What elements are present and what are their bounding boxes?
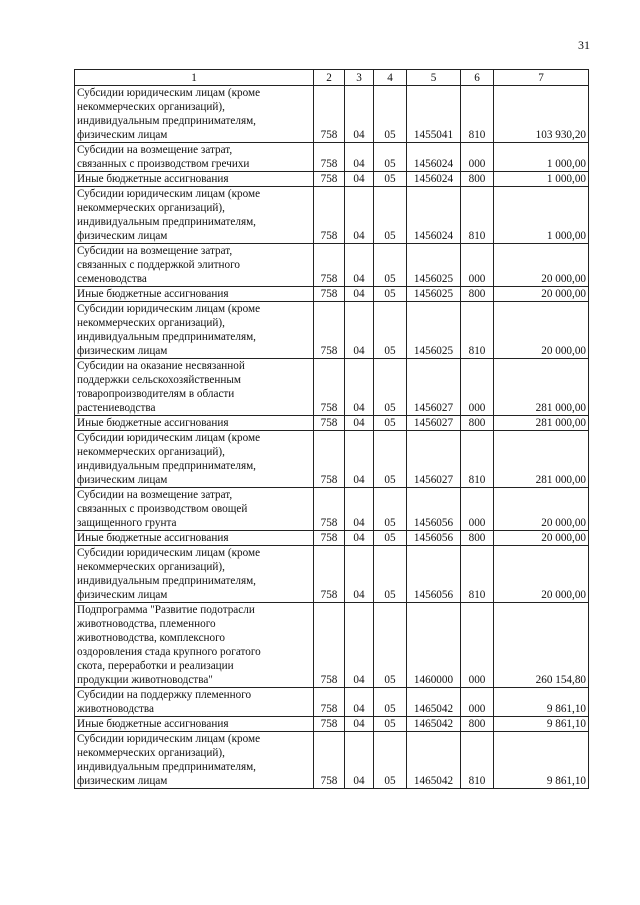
section-code: 04 — [345, 431, 374, 488]
ministry-code: 758 — [314, 488, 345, 531]
expense-type-code: 000 — [461, 603, 494, 688]
target-article-code: 1456027 — [407, 431, 461, 488]
amount: 9 861,10 — [494, 732, 589, 789]
expense-type-code: 800 — [461, 172, 494, 187]
table-row — [75, 717, 589, 732]
subsection-code: 05 — [374, 546, 407, 603]
expense-type-code: 810 — [461, 732, 494, 789]
ministry-code: 758 — [314, 359, 345, 416]
expense-type-code: 000 — [461, 488, 494, 531]
column-header: 1 — [75, 70, 314, 86]
section-code: 04 — [345, 488, 374, 531]
table-row — [75, 86, 589, 143]
column-header: 4 — [374, 70, 407, 86]
section-code: 04 — [345, 187, 374, 244]
subsection-code: 05 — [374, 86, 407, 143]
column-header: 3 — [345, 70, 374, 86]
section-code: 04 — [345, 546, 374, 603]
ministry-code: 758 — [314, 172, 345, 187]
row-description: Субсидии на оказание несвязанной поддержки сельскохозяйственным товаропроизводителям в области растениеводства — [75, 359, 314, 416]
budget-table — [74, 69, 589, 789]
ministry-code: 758 — [314, 732, 345, 789]
section-code: 04 — [345, 732, 374, 789]
section-code: 04 — [345, 143, 374, 172]
row-description: Субсидии юридическим лицам (кроме некоммерческих организаций), индивидуальным предпринимателям, физическим лицам — [75, 86, 314, 143]
subsection-code: 05 — [374, 488, 407, 531]
table-row — [75, 531, 589, 546]
expense-type-code: 810 — [461, 86, 494, 143]
subsection-code: 05 — [374, 172, 407, 187]
row-description: Субсидии юридическим лицам (кроме некоммерческих организаций), индивидуальным предпринимателям, физическим лицам — [75, 302, 314, 359]
expense-type-code: 000 — [461, 143, 494, 172]
expense-type-code: 810 — [461, 546, 494, 603]
row-description: Иные бюджетные ассигнования — [75, 717, 314, 732]
ministry-code: 758 — [314, 302, 345, 359]
target-article-code: 1456025 — [407, 287, 461, 302]
ministry-code: 758 — [314, 244, 345, 287]
target-article-code: 1465042 — [407, 688, 461, 717]
section-code: 04 — [345, 603, 374, 688]
ministry-code: 758 — [314, 431, 345, 488]
amount: 281 000,00 — [494, 359, 589, 416]
section-code: 04 — [345, 717, 374, 732]
table-row — [75, 143, 589, 172]
amount: 20 000,00 — [494, 488, 589, 531]
amount: 20 000,00 — [494, 546, 589, 603]
section-code: 04 — [345, 688, 374, 717]
column-header: 2 — [314, 70, 345, 86]
subsection-code: 05 — [374, 302, 407, 359]
subsection-code: 05 — [374, 688, 407, 717]
table-row — [75, 431, 589, 488]
column-header: 6 — [461, 70, 494, 86]
subsection-code: 05 — [374, 732, 407, 789]
ministry-code: 758 — [314, 531, 345, 546]
section-code: 04 — [345, 287, 374, 302]
subsection-code: 05 — [374, 416, 407, 431]
amount: 9 861,10 — [494, 717, 589, 732]
table-row — [75, 546, 589, 603]
row-description: Подпрограмма "Развитие подотрасли животноводства, племенного животноводства, комплексного оздоровления стада крупного рогатого скота, переработки и реализации продукции животноводства" — [75, 603, 314, 688]
amount: 1 000,00 — [494, 187, 589, 244]
table-row — [75, 732, 589, 789]
table-row — [75, 416, 589, 431]
row-description: Субсидии на поддержку племенного животноводства — [75, 688, 314, 717]
subsection-code: 05 — [374, 431, 407, 488]
section-code: 04 — [345, 359, 374, 416]
ministry-code: 758 — [314, 717, 345, 732]
target-article-code: 1456024 — [407, 143, 461, 172]
expense-type-code: 800 — [461, 287, 494, 302]
row-description: Субсидии на возмещение затрат, связанных с производством гречихи — [75, 143, 314, 172]
column-header: 7 — [494, 70, 589, 86]
row-description: Субсидии юридическим лицам (кроме некоммерческих организаций), индивидуальным предпринимателям, физическим лицам — [75, 546, 314, 603]
subsection-code: 05 — [374, 143, 407, 172]
amount: 20 000,00 — [494, 531, 589, 546]
target-article-code: 1456024 — [407, 172, 461, 187]
table-header-row — [75, 70, 589, 86]
table-row — [75, 244, 589, 287]
target-article-code: 1465042 — [407, 732, 461, 789]
page-number: 31 — [578, 38, 590, 52]
amount: 281 000,00 — [494, 416, 589, 431]
row-description: Иные бюджетные ассигнования — [75, 531, 314, 546]
subsection-code: 05 — [374, 287, 407, 302]
subsection-code: 05 — [374, 187, 407, 244]
row-description: Субсидии на возмещение затрат, связанных с производством овощей защищенного грунта — [75, 488, 314, 531]
row-description: Субсидии на возмещение затрат, связанных с поддержкой элитного семеноводства — [75, 244, 314, 287]
amount: 20 000,00 — [494, 244, 589, 287]
target-article-code: 1456024 — [407, 187, 461, 244]
table-body — [75, 86, 589, 789]
ministry-code: 758 — [314, 688, 345, 717]
table-row — [75, 688, 589, 717]
table-row — [75, 302, 589, 359]
subsection-code: 05 — [374, 359, 407, 416]
section-code: 04 — [345, 172, 374, 187]
target-article-code: 1456056 — [407, 546, 461, 603]
expense-type-code: 000 — [461, 359, 494, 416]
target-article-code: 1455041 — [407, 86, 461, 143]
subsection-code: 05 — [374, 531, 407, 546]
expense-type-code: 800 — [461, 416, 494, 431]
subsection-code: 05 — [374, 717, 407, 732]
row-description: Субсидии юридическим лицам (кроме некоммерческих организаций), индивидуальным предпринимателям, физическим лицам — [75, 732, 314, 789]
expense-type-code: 000 — [461, 244, 494, 287]
ministry-code: 758 — [314, 86, 345, 143]
expense-type-code: 810 — [461, 302, 494, 359]
expense-type-code: 810 — [461, 187, 494, 244]
subsection-code: 05 — [374, 603, 407, 688]
amount: 1 000,00 — [494, 172, 589, 187]
section-code: 04 — [345, 531, 374, 546]
table-row — [75, 488, 589, 531]
target-article-code: 1456027 — [407, 359, 461, 416]
expense-type-code: 800 — [461, 531, 494, 546]
expense-type-code: 800 — [461, 717, 494, 732]
ministry-code: 758 — [314, 603, 345, 688]
subsection-code: 05 — [374, 244, 407, 287]
amount: 1 000,00 — [494, 143, 589, 172]
expense-type-code: 000 — [461, 688, 494, 717]
table-row — [75, 603, 589, 688]
row-description: Субсидии юридическим лицам (кроме некоммерческих организаций), индивидуальным предпринимателям, физическим лицам — [75, 187, 314, 244]
target-article-code: 1465042 — [407, 717, 461, 732]
section-code: 04 — [345, 302, 374, 359]
row-description: Иные бюджетные ассигнования — [75, 416, 314, 431]
amount: 9 861,10 — [494, 688, 589, 717]
amount: 260 154,80 — [494, 603, 589, 688]
table-row — [75, 172, 589, 187]
table-row — [75, 187, 589, 244]
target-article-code: 1456025 — [407, 302, 461, 359]
amount: 20 000,00 — [494, 287, 589, 302]
ministry-code: 758 — [314, 287, 345, 302]
amount: 20 000,00 — [494, 302, 589, 359]
target-article-code: 1456027 — [407, 416, 461, 431]
section-code: 04 — [345, 244, 374, 287]
expense-type-code: 810 — [461, 431, 494, 488]
ministry-code: 758 — [314, 546, 345, 603]
section-code: 04 — [345, 416, 374, 431]
ministry-code: 758 — [314, 416, 345, 431]
target-article-code: 1460000 — [407, 603, 461, 688]
target-article-code: 1456025 — [407, 244, 461, 287]
amount: 103 930,20 — [494, 86, 589, 143]
ministry-code: 758 — [314, 187, 345, 244]
target-article-code: 1456056 — [407, 488, 461, 531]
target-article-code: 1456056 — [407, 531, 461, 546]
ministry-code: 758 — [314, 143, 345, 172]
table-row — [75, 287, 589, 302]
row-description: Субсидии юридическим лицам (кроме некоммерческих организаций), индивидуальным предпринимателям, физическим лицам — [75, 431, 314, 488]
column-header: 5 — [407, 70, 461, 86]
amount: 281 000,00 — [494, 431, 589, 488]
row-description: Иные бюджетные ассигнования — [75, 287, 314, 302]
section-code: 04 — [345, 86, 374, 143]
table-row — [75, 359, 589, 416]
row-description: Иные бюджетные ассигнования — [75, 172, 314, 187]
